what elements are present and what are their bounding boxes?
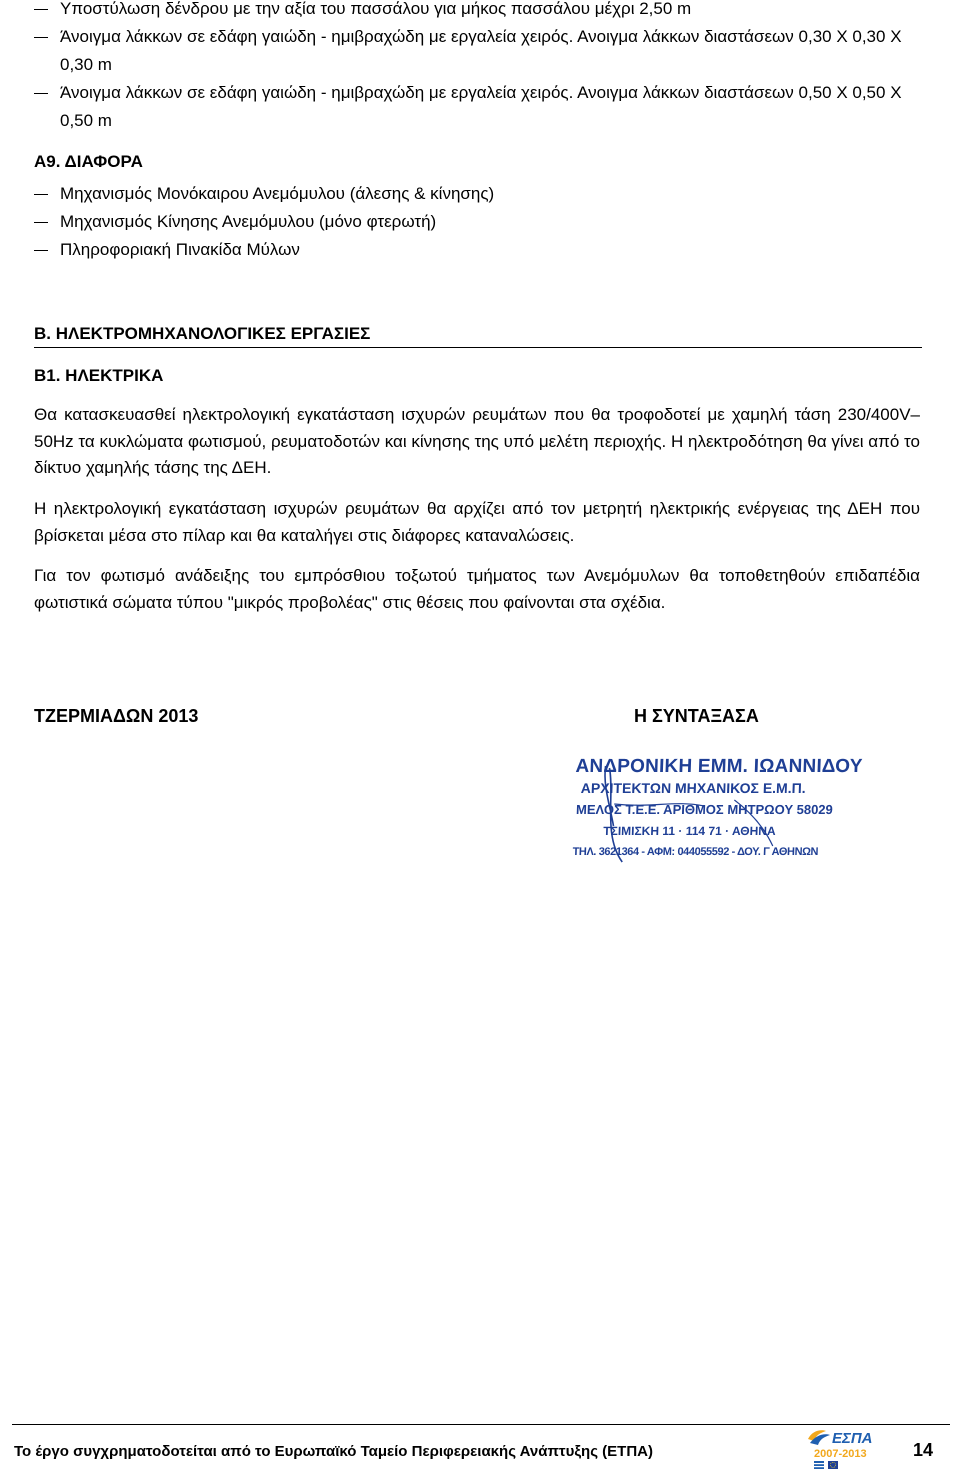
list-item-text: Υποστύλωση δένδρου με την αξία του πασσάλου για μήκος πασσάλου μέχρι 2,50 m [60, 0, 692, 18]
list-item [34, 23, 924, 79]
espa-logo-text: ΕΣΠΑ [832, 1430, 872, 1447]
list-item [34, 0, 924, 23]
list-item [34, 208, 924, 236]
official-stamp [572, 756, 863, 866]
list-item-text: Πληροφοριακή Πινακίδα Μύλων [60, 240, 300, 259]
footer-funding-text: Το έργο συγχρηματοδοτείται από το Ευρωπαϊκό Ταμείο Περιφερειακής Ανάπτυξης (ΕΤΠΑ) [14, 1443, 653, 1460]
b1-heading: Β1. ΗΛΕΚΤΡΙΚΑ [34, 366, 164, 385]
paragraph: Θα κατασκευασθεί ηλεκτρολογική εγκατάσταση ισχυρών ρευμάτων που θα τροφοδοτεί με χαμηλή τάση 230/400V–50Hz τα κυκλώματα φωτισμού, ρευματοδοτών και κίνησης της υπό μελέτη περιοχής. Η ηλεκτροδότηση θα γίνει από το δίκτυο χαμηλής τάσης της ΔΕΗ. [34, 405, 920, 477]
espa-logo-years: 2007-2013 [814, 1448, 867, 1460]
list-item-text: Μηχανισμός Μονόκαιρου Ανεμόμυλου (άλεσης & κίνησης) [60, 184, 495, 203]
dash-bullet-icon [34, 9, 48, 10]
dash-bullet-icon [34, 194, 48, 195]
section-b-heading: Β. ΗΛΕΚΤΡΟΜΗΧΑΝΟΛΟΓΙΚΕΣ ΕΡΓΑΣΙΕΣ [34, 324, 371, 343]
a9-heading: Α9. ΔΙΑΦΟΡΑ [34, 152, 143, 171]
author-label: Η ΣΥΝΤΑΞΑΣΑ [634, 706, 759, 726]
list-item [34, 79, 924, 135]
top-bullet-list [34, 0, 924, 135]
paragraph: Για τον φωτισμό ανάδειξης του εμπρόσθιου τοξωτού τμήματος των Ανεμόμυλων θα τοποθετηθούν επιδαπέδια φωτιστικά σώματα τύπου "μικρός προβολέας" στις θέσεις που φαίνονται στα σχέδια. [34, 566, 920, 612]
list-item-text: Άνοιγμα λάκκων σε εδάφη γαιώδη - ημιβραχώδη με εργαλεία χειρός. Ανοιγμα λάκκων διαστάσεων 0,50 Χ 0,50 Χ 0,50 m [60, 83, 902, 130]
dash-bullet-icon [34, 37, 48, 38]
a9-list [34, 180, 924, 264]
list-item [34, 180, 924, 208]
paragraph: Η ηλεκτρολογική εγκατάσταση ισχυρών ρευμάτων θα αρχίζει από τον μετρητή ηλεκτρικής ενέργειας της ΔΕΗ που βρίσκεται μέσα στο πίλαρ και θα καταλήγει στις διάφορες καταναλώσεις. [34, 499, 920, 545]
dash-bullet-icon [34, 250, 48, 251]
dash-bullet-icon [34, 222, 48, 223]
page-number: 14 [913, 1440, 934, 1460]
espa-logo-icon [804, 1425, 872, 1473]
stamp-membership: ΜΕΛΟΣ Τ.Ε.Ε. ΑΡΙΘΜΟΣ ΜΗΤΡΩΟΥ 58029 [575, 802, 834, 817]
list-item [34, 236, 924, 264]
list-item-text: Μηχανισμός Κίνησης Ανεμόμυλου (μόνο φτερωτή) [60, 212, 437, 231]
dash-bullet-icon [34, 93, 48, 94]
stamp-contact: ΤΗΛ. 3621364 - ΑΦΜ: 044055592 - ΔΟΥ. Γ ΑΘΗΝΩΝ [572, 846, 819, 858]
list-item-text: Άνοιγμα λάκκων σε εδάφη γαιώδη - ημιβραχώδη με εργαλεία χειρός. Ανοιγμα λάκκων διαστάσεων 0,30 Χ 0,30 Χ 0,30 m [60, 27, 902, 74]
stamp-address: ΤΣΙΜΙΣΚΗ 11 · 114 71 · ΑΘΗΝΑ [603, 823, 776, 838]
stamp-name: ΑΝΔΡΟΝΙΚΗ ΕΜΜ. ΙΩΑΝΝΙΔΟΥ [575, 756, 863, 777]
section-divider [34, 347, 922, 348]
signature-scribble-icon [572, 756, 863, 876]
stamp-title: ΑΡΧΙΤΕΚΤΩΝ ΜΗΧΑΝΙΚΟΣ Ε.Μ.Π. [580, 779, 806, 796]
place-date: ΤΖΕΡΜΙΑΔΩΝ 2013 [34, 706, 199, 726]
